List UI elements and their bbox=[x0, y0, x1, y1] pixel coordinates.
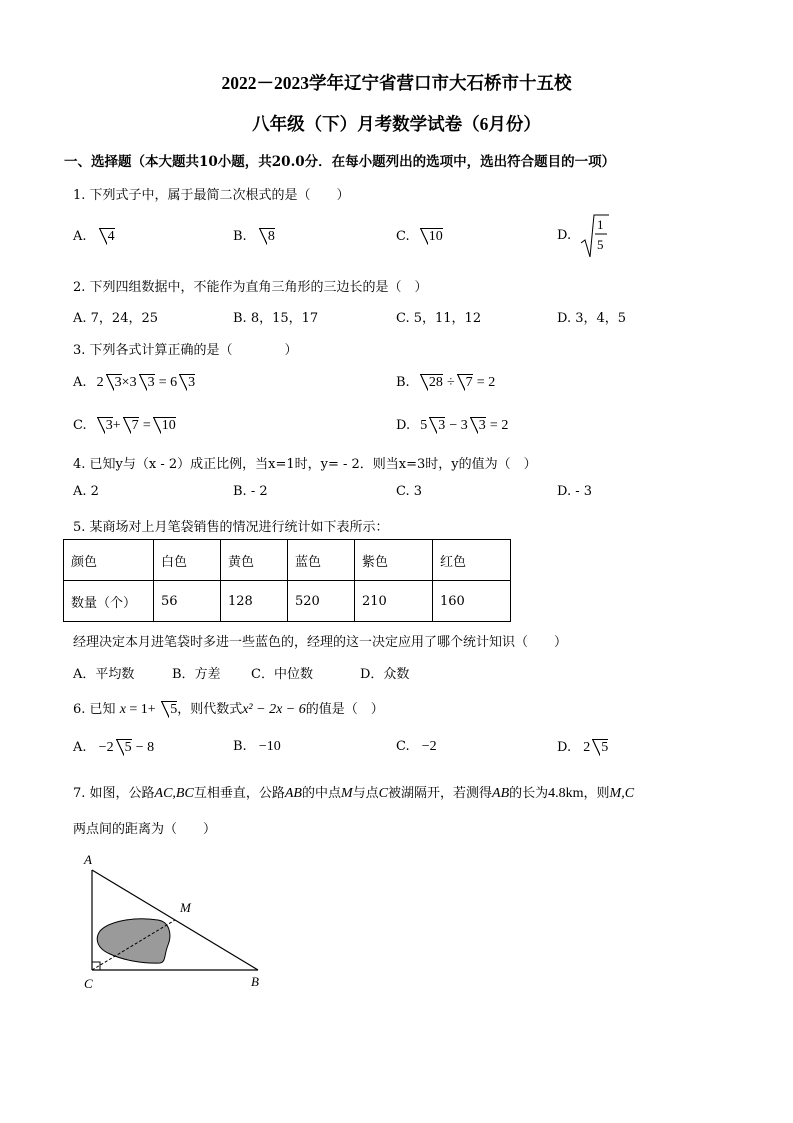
q6-a-tail: − 8 bbox=[135, 740, 155, 755]
q3-b-label: B. bbox=[396, 375, 410, 390]
q6-c-label: C. bbox=[396, 739, 410, 754]
q6-b-text: −10 bbox=[258, 739, 281, 754]
q1-c-label: C. bbox=[396, 229, 410, 244]
q6-a-rad: 5 bbox=[116, 739, 132, 755]
q3-d-eq: = 2 bbox=[489, 418, 509, 433]
table-cell: 蓝色 bbox=[288, 540, 355, 581]
q7-text-c: 的中点 bbox=[301, 786, 341, 801]
q4-option-b: B. - 2 bbox=[233, 484, 268, 499]
table-cell: 数量（个） bbox=[64, 581, 154, 622]
q6-option-c bbox=[396, 739, 437, 755]
label-a: A bbox=[84, 852, 92, 867]
q5-option-d: D．众数 bbox=[360, 667, 410, 682]
q7-text-f: 的长为 bbox=[509, 786, 549, 801]
q6-d-rad: 5 bbox=[592, 739, 608, 755]
q1-a-label: A. bbox=[73, 229, 87, 244]
q5-option-b: B．方差 bbox=[172, 667, 221, 682]
lake-shape bbox=[97, 919, 170, 963]
q1-b-radical: 8 bbox=[259, 228, 275, 244]
q1-a-radical: 4 bbox=[99, 228, 115, 244]
section-heading: 一、选择题（本大题共10小题，共20.0分．在每小题列出的选项中，选出符合题目的一项） bbox=[64, 154, 616, 170]
q5-question: 经理决定本月进笔袋时多进一些蓝色的，经理的这一决定应用了哪个统计知识（ ） bbox=[73, 635, 568, 650]
q3-b-rad1: 28 bbox=[420, 374, 443, 390]
q1-option-a bbox=[73, 228, 115, 244]
q7-length: 4.8km bbox=[548, 786, 584, 801]
q3-d-op: − 3 bbox=[449, 418, 468, 433]
table-cell: 56 bbox=[154, 581, 221, 622]
q6-a-label: A. bbox=[73, 740, 87, 755]
q2-option-a: A. 7，24，25 bbox=[73, 311, 159, 326]
q6-option-b bbox=[233, 739, 281, 755]
q1-stem: 1. 下列式子中，属于最简二次根式的是（ ） bbox=[73, 188, 350, 203]
q3-d-label: D. bbox=[396, 418, 411, 433]
q3-d-rad1: 3 bbox=[429, 417, 445, 433]
q3-a-eq: = 6 bbox=[158, 375, 178, 390]
table-cell: 黄色 bbox=[221, 540, 288, 581]
q6-expression: x² − 2x − 6 bbox=[242, 702, 306, 717]
q7-stem-line1 bbox=[73, 782, 634, 802]
q3-a-rad1: 3 bbox=[106, 374, 122, 390]
q6-d-label: D. bbox=[557, 740, 572, 755]
q7-text-d: 与点 bbox=[352, 786, 379, 801]
q5-option-a: A．平均数 bbox=[73, 667, 135, 682]
q7-m: M bbox=[340, 786, 353, 801]
table-cell: 红色 bbox=[433, 540, 511, 581]
q4-stem: 4. 已知y与（x - 2）成正比例，当x=1时，y= - 2．则当x=3时，y的值为（ ） bbox=[73, 457, 537, 472]
q3-option-a bbox=[73, 374, 195, 391]
q4-option-a: A. 2 bbox=[73, 484, 99, 499]
q3-a-rad2: 3 bbox=[139, 374, 155, 390]
q3-d-rad2: 3 bbox=[470, 417, 486, 433]
q6-mid: ，则代数式 bbox=[177, 702, 243, 717]
q6-b-label: B. bbox=[233, 739, 247, 754]
q3-b-op: ÷ bbox=[446, 375, 455, 390]
q3-c-rad3: 10 bbox=[153, 417, 176, 433]
q3-b-eq: = 2 bbox=[476, 375, 496, 390]
q3-a-coef: 2 bbox=[96, 375, 104, 390]
table-cell: 紫色 bbox=[355, 540, 433, 581]
q1-option-c bbox=[396, 228, 443, 244]
exam-title-line1: 2022－2023学年辽宁省营口市大石桥市十五校 bbox=[221, 73, 572, 93]
q2-option-c: C. 5，11，12 bbox=[396, 311, 482, 326]
q3-option-b bbox=[396, 374, 495, 391]
q3-stem: 3. 下列各式计算正确的是（ ） bbox=[73, 343, 298, 358]
q1-d-numerator: 1 bbox=[597, 217, 604, 232]
q1-d-fraction-radical bbox=[580, 213, 610, 259]
table-cell: 颜色 bbox=[64, 540, 154, 581]
q1-option-b bbox=[233, 228, 275, 244]
q7-text-e: 被湖隔开，若测得 bbox=[388, 786, 493, 801]
label-c: C bbox=[84, 976, 93, 991]
q5-stem: 5. 某商场对上月笔袋销售的情况进行统计如下表所示： bbox=[73, 520, 389, 535]
q3-a-rad3: 3 bbox=[179, 374, 195, 390]
q6-c-text: −2 bbox=[421, 739, 437, 754]
q7-ab2: AB bbox=[492, 786, 510, 801]
q6-var-x: x bbox=[119, 702, 126, 717]
q6-a-text: −2 bbox=[98, 740, 114, 755]
table-cell: 白色 bbox=[154, 540, 221, 581]
table-row bbox=[64, 540, 511, 581]
table-cell: 160 bbox=[433, 581, 511, 622]
q6-d-text: 2 bbox=[583, 740, 591, 755]
q6-radical: 5 bbox=[161, 701, 177, 717]
table-row bbox=[64, 581, 511, 622]
q3-option-d bbox=[396, 417, 508, 434]
q3-c-rad2: 7 bbox=[123, 417, 139, 433]
q3-d-coef: 5 bbox=[420, 418, 428, 433]
q7-text-a: 7. 如图，公路 bbox=[73, 786, 155, 801]
q6-stem bbox=[73, 698, 384, 718]
q2-option-b: B. 8，15，17 bbox=[233, 311, 319, 326]
q7-ab: AB bbox=[284, 786, 302, 801]
q2-stem: 2. 下列四组数据中，不能作为直角三角形的三边长的是（ ） bbox=[73, 280, 428, 295]
q3-a-label: A. bbox=[73, 375, 87, 390]
q1-d-label: D. bbox=[557, 228, 572, 243]
q1-d-denominator: 5 bbox=[597, 237, 604, 252]
q3-b-rad2: 7 bbox=[457, 374, 473, 390]
q3-c-label: C. bbox=[73, 418, 87, 433]
q3-c-rad1: 3 bbox=[97, 417, 113, 433]
label-m: M bbox=[180, 900, 191, 915]
q6-stem-post: 的值是（ ） bbox=[305, 702, 384, 717]
q6-stem-pre: 6. 已知 bbox=[73, 702, 116, 717]
label-b: B bbox=[251, 974, 259, 989]
q7-ac-bc: AC,BC bbox=[154, 786, 194, 801]
q7-text-b: 互相垂直，公路 bbox=[193, 786, 285, 801]
q1-b-label: B. bbox=[233, 229, 247, 244]
q7-c: C bbox=[378, 786, 388, 801]
q4-option-d: D. - 3 bbox=[557, 484, 593, 499]
q7-stem-line2: 两点间的距离为（ ） bbox=[73, 822, 217, 837]
q5-option-c: C．中位数 bbox=[251, 667, 313, 682]
table-cell: 128 bbox=[221, 581, 288, 622]
q7-mc: M,C bbox=[609, 786, 635, 801]
q3-c-op: + bbox=[112, 418, 121, 433]
q6-eq: = 1+ bbox=[125, 702, 160, 717]
q1-option-d bbox=[557, 228, 571, 243]
q4-option-c: C. 3 bbox=[396, 484, 423, 499]
q2-option-d: D. 3，4，5 bbox=[557, 311, 627, 326]
q5-sales-table bbox=[63, 539, 511, 622]
table-cell: 520 bbox=[288, 581, 355, 622]
q7-figure-triangle bbox=[78, 850, 268, 995]
q1-c-radical: 10 bbox=[420, 228, 443, 244]
q3-c-eq: = bbox=[142, 418, 151, 433]
q6-option-d bbox=[557, 739, 608, 756]
exam-title-line2: 八年级（下）月考数学试卷（6月份） bbox=[252, 114, 541, 134]
table-cell: 210 bbox=[355, 581, 433, 622]
q6-option-a bbox=[73, 739, 154, 756]
q7-text-g: ，则 bbox=[583, 786, 610, 801]
q3-a-op: ×3 bbox=[121, 375, 137, 390]
q3-option-c bbox=[73, 417, 176, 434]
